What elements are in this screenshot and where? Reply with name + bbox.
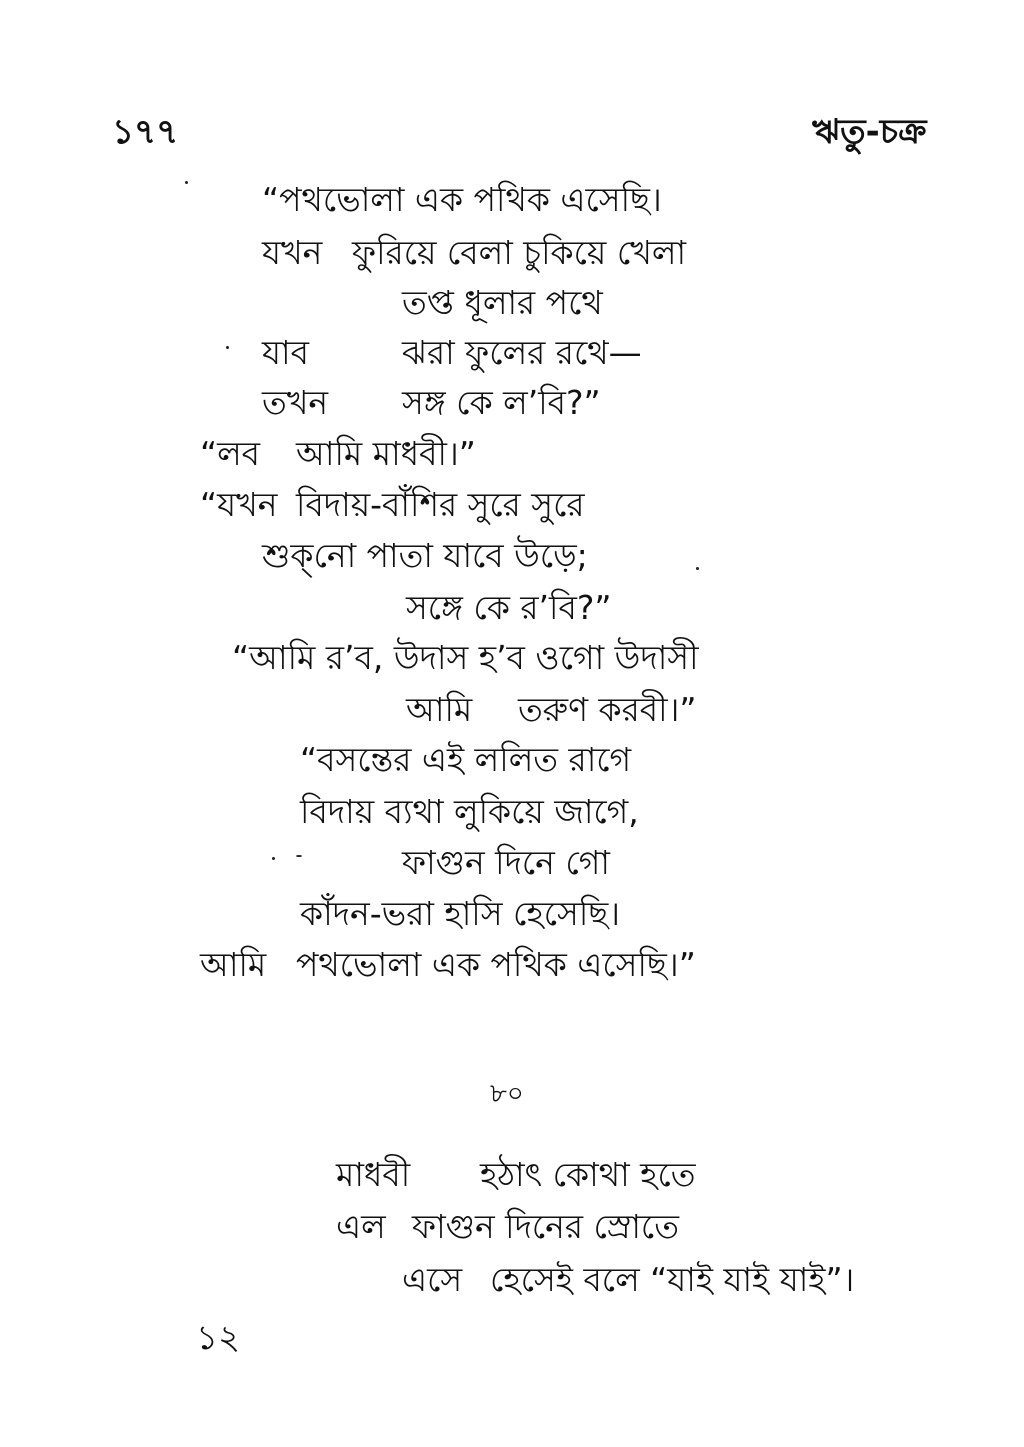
poem-line-lead: এল — [336, 1207, 386, 1246]
page-number: ১৭৭ — [112, 112, 179, 152]
signature-mark: ১২ — [196, 1318, 241, 1358]
poem-line: পথভোলা এক পথিক এসেছি।” — [296, 945, 696, 984]
poem-line: বিদায়-বাঁশির সুরে সুরে — [296, 485, 585, 524]
poem-line-lead: “যখন — [200, 485, 278, 524]
poem-line: “বসন্তের এই ললিত রাগে — [300, 740, 632, 779]
print-speck — [296, 855, 302, 857]
poem-line-lead: মাধবী — [336, 1155, 411, 1194]
print-speck — [272, 857, 275, 860]
poem-line: সঙ্গ কে ল’বি?” — [402, 383, 601, 422]
poem-line: সঙ্গে কে র’বি?” — [406, 588, 612, 627]
print-speck — [696, 567, 699, 570]
poem-line-lead: যাব — [262, 333, 309, 372]
poem-line-lead: “লব — [200, 434, 261, 473]
poem-line: ঝরা ফুলের রথে— — [402, 333, 642, 372]
poem-line: হঠাৎ কোথা হতে — [480, 1155, 696, 1194]
poem-line: আমি মাধবী।” — [296, 434, 476, 473]
poem-line-lead: এসে — [402, 1260, 463, 1299]
poem-line: ফুরিয়ে বেলা চুকিয়ে খেলা — [352, 233, 687, 272]
poem-line: কাঁদন-ভরা হাসি হেসেছি। — [300, 894, 621, 933]
print-speck — [185, 181, 188, 184]
poem-line: তপ্ত ধূলার পথে — [402, 283, 603, 322]
poem-line: শুক্‌নো পাতা যাবে উড়ে; — [262, 536, 588, 575]
running-title: ঋতু-চক্র — [812, 112, 927, 152]
poem-line: হেসেই বলে “যাই যাই যাই”। — [490, 1260, 855, 1299]
poem-line: বিদায় ব্যথা লুকিয়ে জাগে, — [300, 792, 639, 831]
poem-line-lead: আমি — [200, 945, 267, 984]
section-number: ৮০ — [490, 1079, 524, 1109]
poem-line: ফাগুন দিনে গো — [402, 843, 610, 882]
poem-line: “আমি র’ব, উদাস হ’ব ওগো উদাসী — [232, 638, 699, 677]
poem-line: ফাগুন দিনের স্রোতে — [412, 1207, 679, 1246]
poem-line-lead: তখন — [262, 383, 329, 422]
poem-line-lead: যখন — [262, 233, 323, 272]
print-speck — [226, 346, 229, 349]
poem-line: “পথভোলা এক পথিক এসেছি। — [262, 180, 662, 219]
poem-line: তরুণ করবী।” — [518, 690, 697, 729]
poem-line-lead: আমি — [406, 690, 473, 729]
